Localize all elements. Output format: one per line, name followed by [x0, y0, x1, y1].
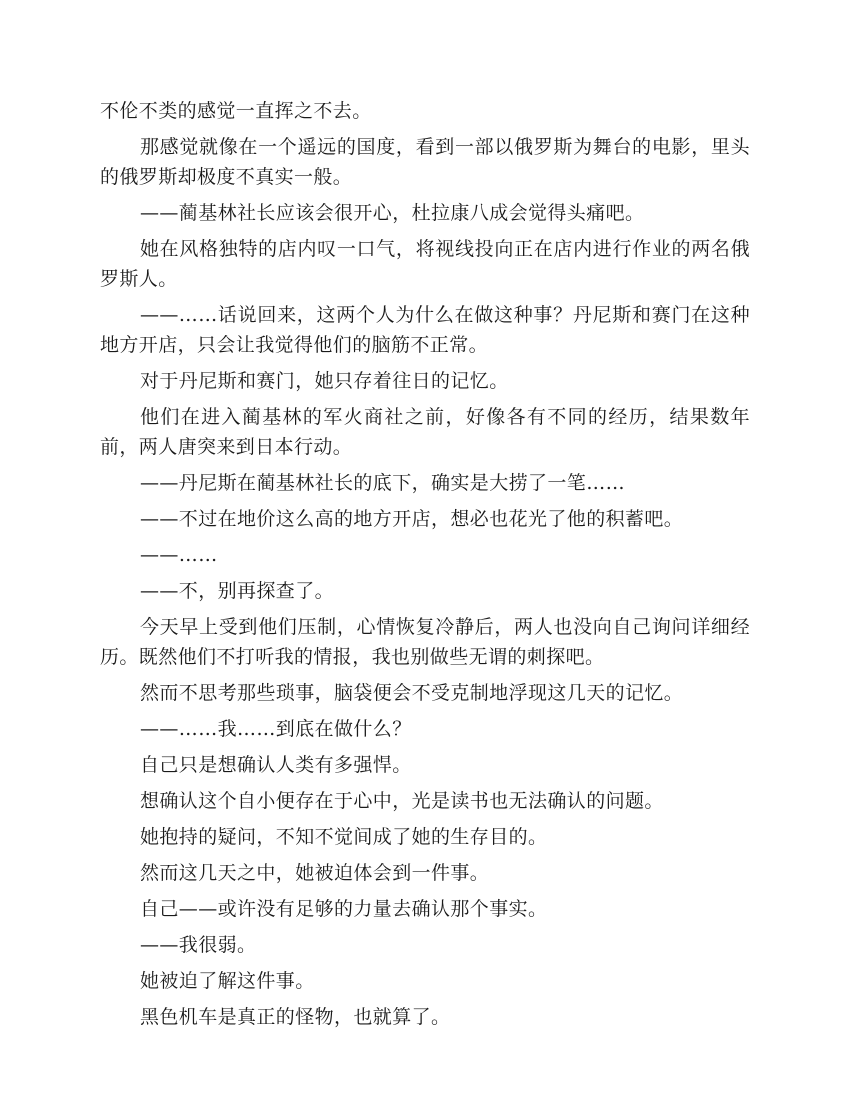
paragraph: 她抱持的疑问，不知不觉间成了她的生存目的。: [140, 826, 548, 848]
paragraph: 不伦不类的感觉一直挥之不去。: [100, 100, 372, 122]
paragraph: ——我很弱。: [140, 934, 257, 956]
paragraph: 然而不思考那些琐事，脑袋便会不受克制地浮现这几天的记忆。: [140, 682, 684, 704]
paragraph: ——丹尼斯在蔺基林社长的底下，确实是大捞了一笔……: [140, 472, 626, 494]
paragraph: 今天早上受到他们压制，心情恢复冷静后，两人也没向自己询问详细经历。既然他们不打听我的情报，我也别做些无谓的刺探吧。: [100, 616, 750, 668]
page-body: [100, 96, 750, 1038]
paragraph: ——……我……到底在做什么？: [140, 718, 412, 740]
paragraph: 自己只是想确认人类有多强悍。: [140, 754, 412, 776]
paragraph: ——……: [140, 544, 218, 566]
paragraph: ——不过在地价这么高的地方开店，想必也花光了他的积蓄吧。: [140, 508, 684, 530]
paragraph: 想确认这个自小便存在于心中，光是读书也无法确认的问题。: [140, 790, 664, 812]
paragraph: 自己——或许没有足够的力量去确认那个事实。: [140, 898, 548, 920]
paragraph: ——蔺基林社长应该会很开心，杜拉康八成会觉得头痛吧。: [140, 202, 645, 224]
paragraph: ——不，别再探查了。: [140, 580, 335, 602]
paragraph: 他们在进入蔺基林的军火商社之前，好像各有不同的经历，结果数年前，两人唐突来到日本行动。: [100, 406, 750, 458]
paragraph: 她在风格独特的店内叹一口气，将视线投向正在店内进行作业的两名俄罗斯人。: [100, 238, 750, 290]
paragraph: 对于丹尼斯和赛门，她只存着往日的记忆。: [140, 370, 509, 392]
paragraph: 她被迫了解这件事。: [140, 970, 315, 992]
paragraph: ——……话说回来，这两个人为什么在做这种事？丹尼斯和赛门在这种地方开店，只会让我觉得他们的脑筋不正常。: [100, 304, 750, 356]
paragraph: 然而这几天之中，她被迫体会到一件事。: [140, 862, 490, 884]
paragraph: 黑色机车是真正的怪物，也就算了。: [140, 1006, 451, 1028]
paragraph: 那感觉就像在一个遥远的国度，看到一部以俄罗斯为舞台的电影，里头的俄罗斯却极度不真实一般。: [100, 136, 750, 188]
